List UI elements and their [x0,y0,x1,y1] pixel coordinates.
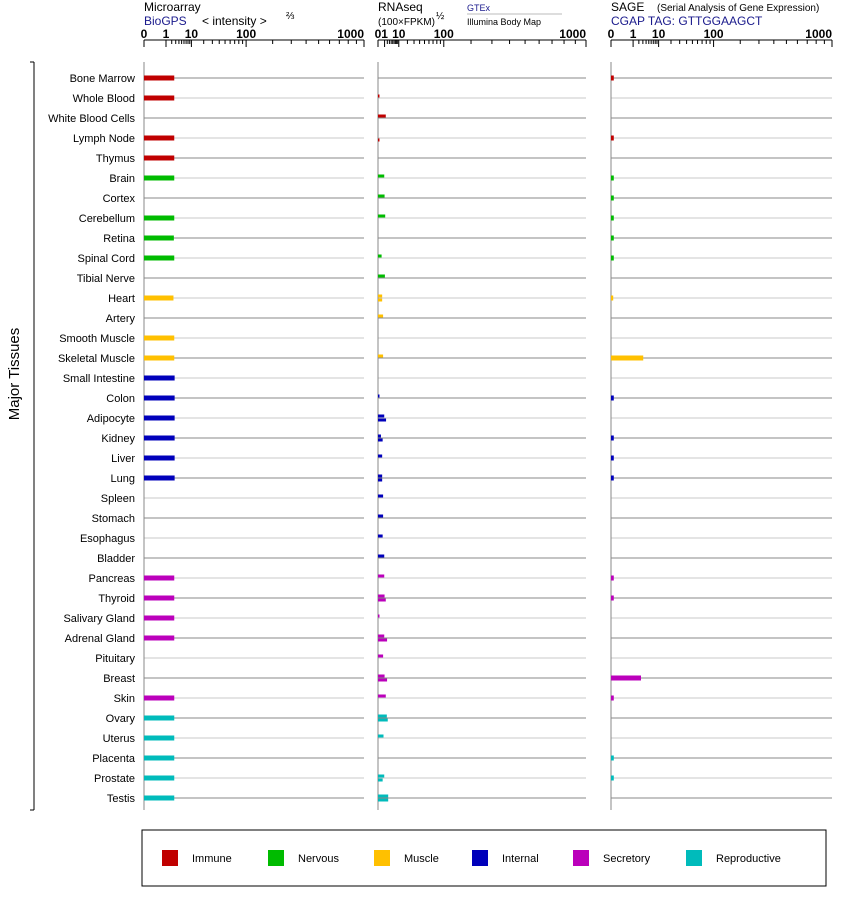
legend-swatch [374,850,390,866]
bar-sage [611,396,614,401]
bar-gtex [378,355,383,358]
bar-gtex [378,255,382,258]
bar-gtex [378,395,380,398]
tick-label: 10 [651,27,666,41]
bar-microarray [144,756,174,761]
tissue-label: Stomach [91,513,135,525]
bar-gtex [378,295,382,298]
bar-sage [611,236,614,241]
tick-label: 0 [607,27,615,41]
bar-sage [611,476,614,481]
bar-bodymap [378,799,388,802]
tick-label: 100 [433,27,454,41]
bar-microarray [144,736,174,741]
tissue-label: Thymus [95,153,135,165]
tissue-label: Small Intestine [62,373,135,385]
bar-sage [611,196,614,201]
bar-sage [611,356,643,361]
bar-gtex [378,435,381,438]
tissue-label: Lymph Node [73,133,135,145]
bar-sage [611,136,614,141]
bar-sage [611,76,614,81]
bar-bodymap [378,299,382,302]
tick-label: 0 [374,27,382,41]
legend-label: Nervous [298,853,339,865]
bar-sage [611,216,614,221]
bar-microarray [144,376,175,381]
bar-microarray [144,176,174,181]
bar-gtex [378,515,383,518]
bar-gtex [378,695,386,698]
bar-sage [611,256,614,261]
bar-microarray [144,776,174,781]
legend-swatch [686,850,702,866]
bar-gtex [378,555,384,558]
series-legend-bottom: Illumina Body Map [467,17,542,27]
legend-swatch [573,850,589,866]
tissue-label: Bone Marrow [69,73,135,85]
bar-sage [611,756,614,761]
tissue-label: Lung [110,473,135,485]
legend-label: Secretory [603,853,651,865]
tissue-label: Esophagus [79,533,135,545]
bar-bodymap [378,779,383,782]
tissue-labels [48,73,136,805]
tissue-label: Whole Blood [72,93,135,105]
bar-microarray [144,416,175,421]
tissue-label: Ovary [105,713,135,725]
tissue-label: Breast [103,673,135,685]
bar-sage [611,776,614,781]
bar-gtex [378,195,385,198]
bar-bodymap [378,679,387,682]
tissue-label: Liver [111,453,135,465]
bar-gtex [378,455,382,458]
bar-gtex [378,95,380,98]
bar-sage [611,676,641,681]
legend-swatch [268,850,284,866]
panel-title: SAGE [611,0,645,14]
bar-microarray [144,256,174,261]
tissue-label: Testis [106,793,135,805]
bar-gtex [378,735,384,738]
tick-label: 100 [236,27,257,41]
bar-sage [611,596,614,601]
bar-microarray [144,136,174,141]
bar-microarray [144,356,174,361]
bar-gtex [378,635,384,638]
row-gridlines [144,78,832,798]
series-legend-top: GTEx [467,3,491,13]
bar-microarray [144,216,174,221]
bar-microarray [144,296,173,301]
bar-bodymap [378,139,380,142]
bar-gtex [378,715,387,718]
bar-microarray [144,616,174,621]
bar-microarray [144,576,174,581]
tissue-label: Skin [113,693,135,705]
tissue-label: Cerebellum [78,213,135,225]
tissue-label: Brain [109,173,135,185]
tissue-label: Colon [106,393,135,405]
tick-label: 1000 [559,27,586,41]
bar-gtex [378,655,383,658]
bar-bodymap [378,639,387,642]
bar-gtex [378,615,380,618]
legend-swatch [472,850,488,866]
bar-gtex [378,275,385,278]
panel-unit-label: < intensity > [202,14,267,28]
bar-microarray [144,476,175,481]
tissue-label: Spleen [100,493,135,505]
bar-microarray [144,436,175,441]
bar-microarray [144,596,174,601]
bar-bodymap [378,439,383,442]
bar-gtex [378,315,383,318]
legend-label: Reproductive [716,853,781,865]
bar-microarray [144,456,175,461]
tissue-label: Placenta [92,753,135,765]
tissue-label: White Blood Cells [48,113,135,125]
panel-unit-exponent: ½ [436,11,445,22]
legend-label: Internal [502,853,539,865]
tick-label: 1 [629,27,637,41]
tick-label: 100 [703,27,724,41]
tissue-label: Bladder [97,553,135,565]
tissue-label: Heart [108,293,135,305]
tick-label: 10 [392,27,406,41]
bar-sage [611,576,614,581]
bar-gtex [378,215,385,218]
bar-sage [611,296,613,301]
bar-bodymap [378,479,382,482]
tissue-label: Retina [103,233,135,245]
tick-label: 0 [140,27,148,41]
bar-gtex [378,575,384,578]
bar-bodymap [378,719,388,722]
bar-microarray [144,96,174,101]
bar-bodymap [378,419,386,422]
tissue-label: Artery [105,313,135,325]
bar-microarray [144,76,174,81]
bar-microarray [144,156,174,161]
bar-gtex [378,475,382,478]
tissue-label: Skeletal Muscle [57,353,135,365]
panel-source-label: CGAP TAG: GTTGGAAGCT [611,14,763,28]
legend-label: Immune [192,853,232,865]
bar-microarray [144,796,174,801]
panel-unit-exponent: ⅔ [286,11,295,22]
panel-title: RNAseq [378,0,423,14]
bar-gtex [378,595,385,598]
tick-label: 1 [162,27,170,41]
tissue-label: Tibial Nerve [76,273,135,285]
bar-gtex [378,415,384,418]
tissue-label: Prostate [94,773,135,785]
tissue-label: Cortex [102,193,135,205]
y-axis-label: Major Tissues [6,327,23,421]
bar-gtex [378,175,384,178]
panel-headers [144,0,819,28]
panel-title: Microarray [144,0,201,14]
bar-gtex [378,535,383,538]
tissue-label: Spinal Cord [77,253,135,265]
tick-label: 1000 [805,27,832,41]
tissue-label: Uterus [102,733,135,745]
tick-label: 1000 [337,27,364,41]
bar-sage [611,176,614,181]
bar-bodymap [378,599,386,602]
bar-gtex [378,495,383,498]
tissue-label: Adipocyte [86,413,135,425]
bar-microarray [144,716,174,721]
legend-label: Muscle [404,853,439,865]
tick-label: 1 [381,27,388,41]
bar-gtex [378,775,384,778]
tissue-label: Thyroid [98,593,135,605]
bar-microarray [144,636,174,641]
bar-sage [611,456,614,461]
bar-gtex [378,115,386,118]
panel-unit-label: (100×FPKM) [378,17,435,28]
bar-microarray [144,236,174,241]
bar-gtex [378,795,388,798]
bar-sage [611,436,614,441]
tissue-label: Pancreas [88,573,135,585]
bar-microarray [144,396,175,401]
tissue-label: Adrenal Gland [64,633,135,645]
legend-swatch [162,850,178,866]
tissue-label: Salivary Gland [63,613,135,625]
tick-label: 10 [184,27,199,41]
panel-title-note: (Serial Analysis of Gene Expression) [657,3,820,14]
bar-gtex [378,675,385,678]
tissue-label: Kidney [101,433,135,445]
tissue-label: Smooth Muscle [59,333,135,345]
bar-sage [611,696,614,701]
y-axis-bracket [30,62,34,810]
tissue-label: Pituitary [95,653,135,665]
panel-source-label: BioGPS [144,14,187,28]
bar-microarray [144,336,174,341]
bar-microarray [144,696,174,701]
